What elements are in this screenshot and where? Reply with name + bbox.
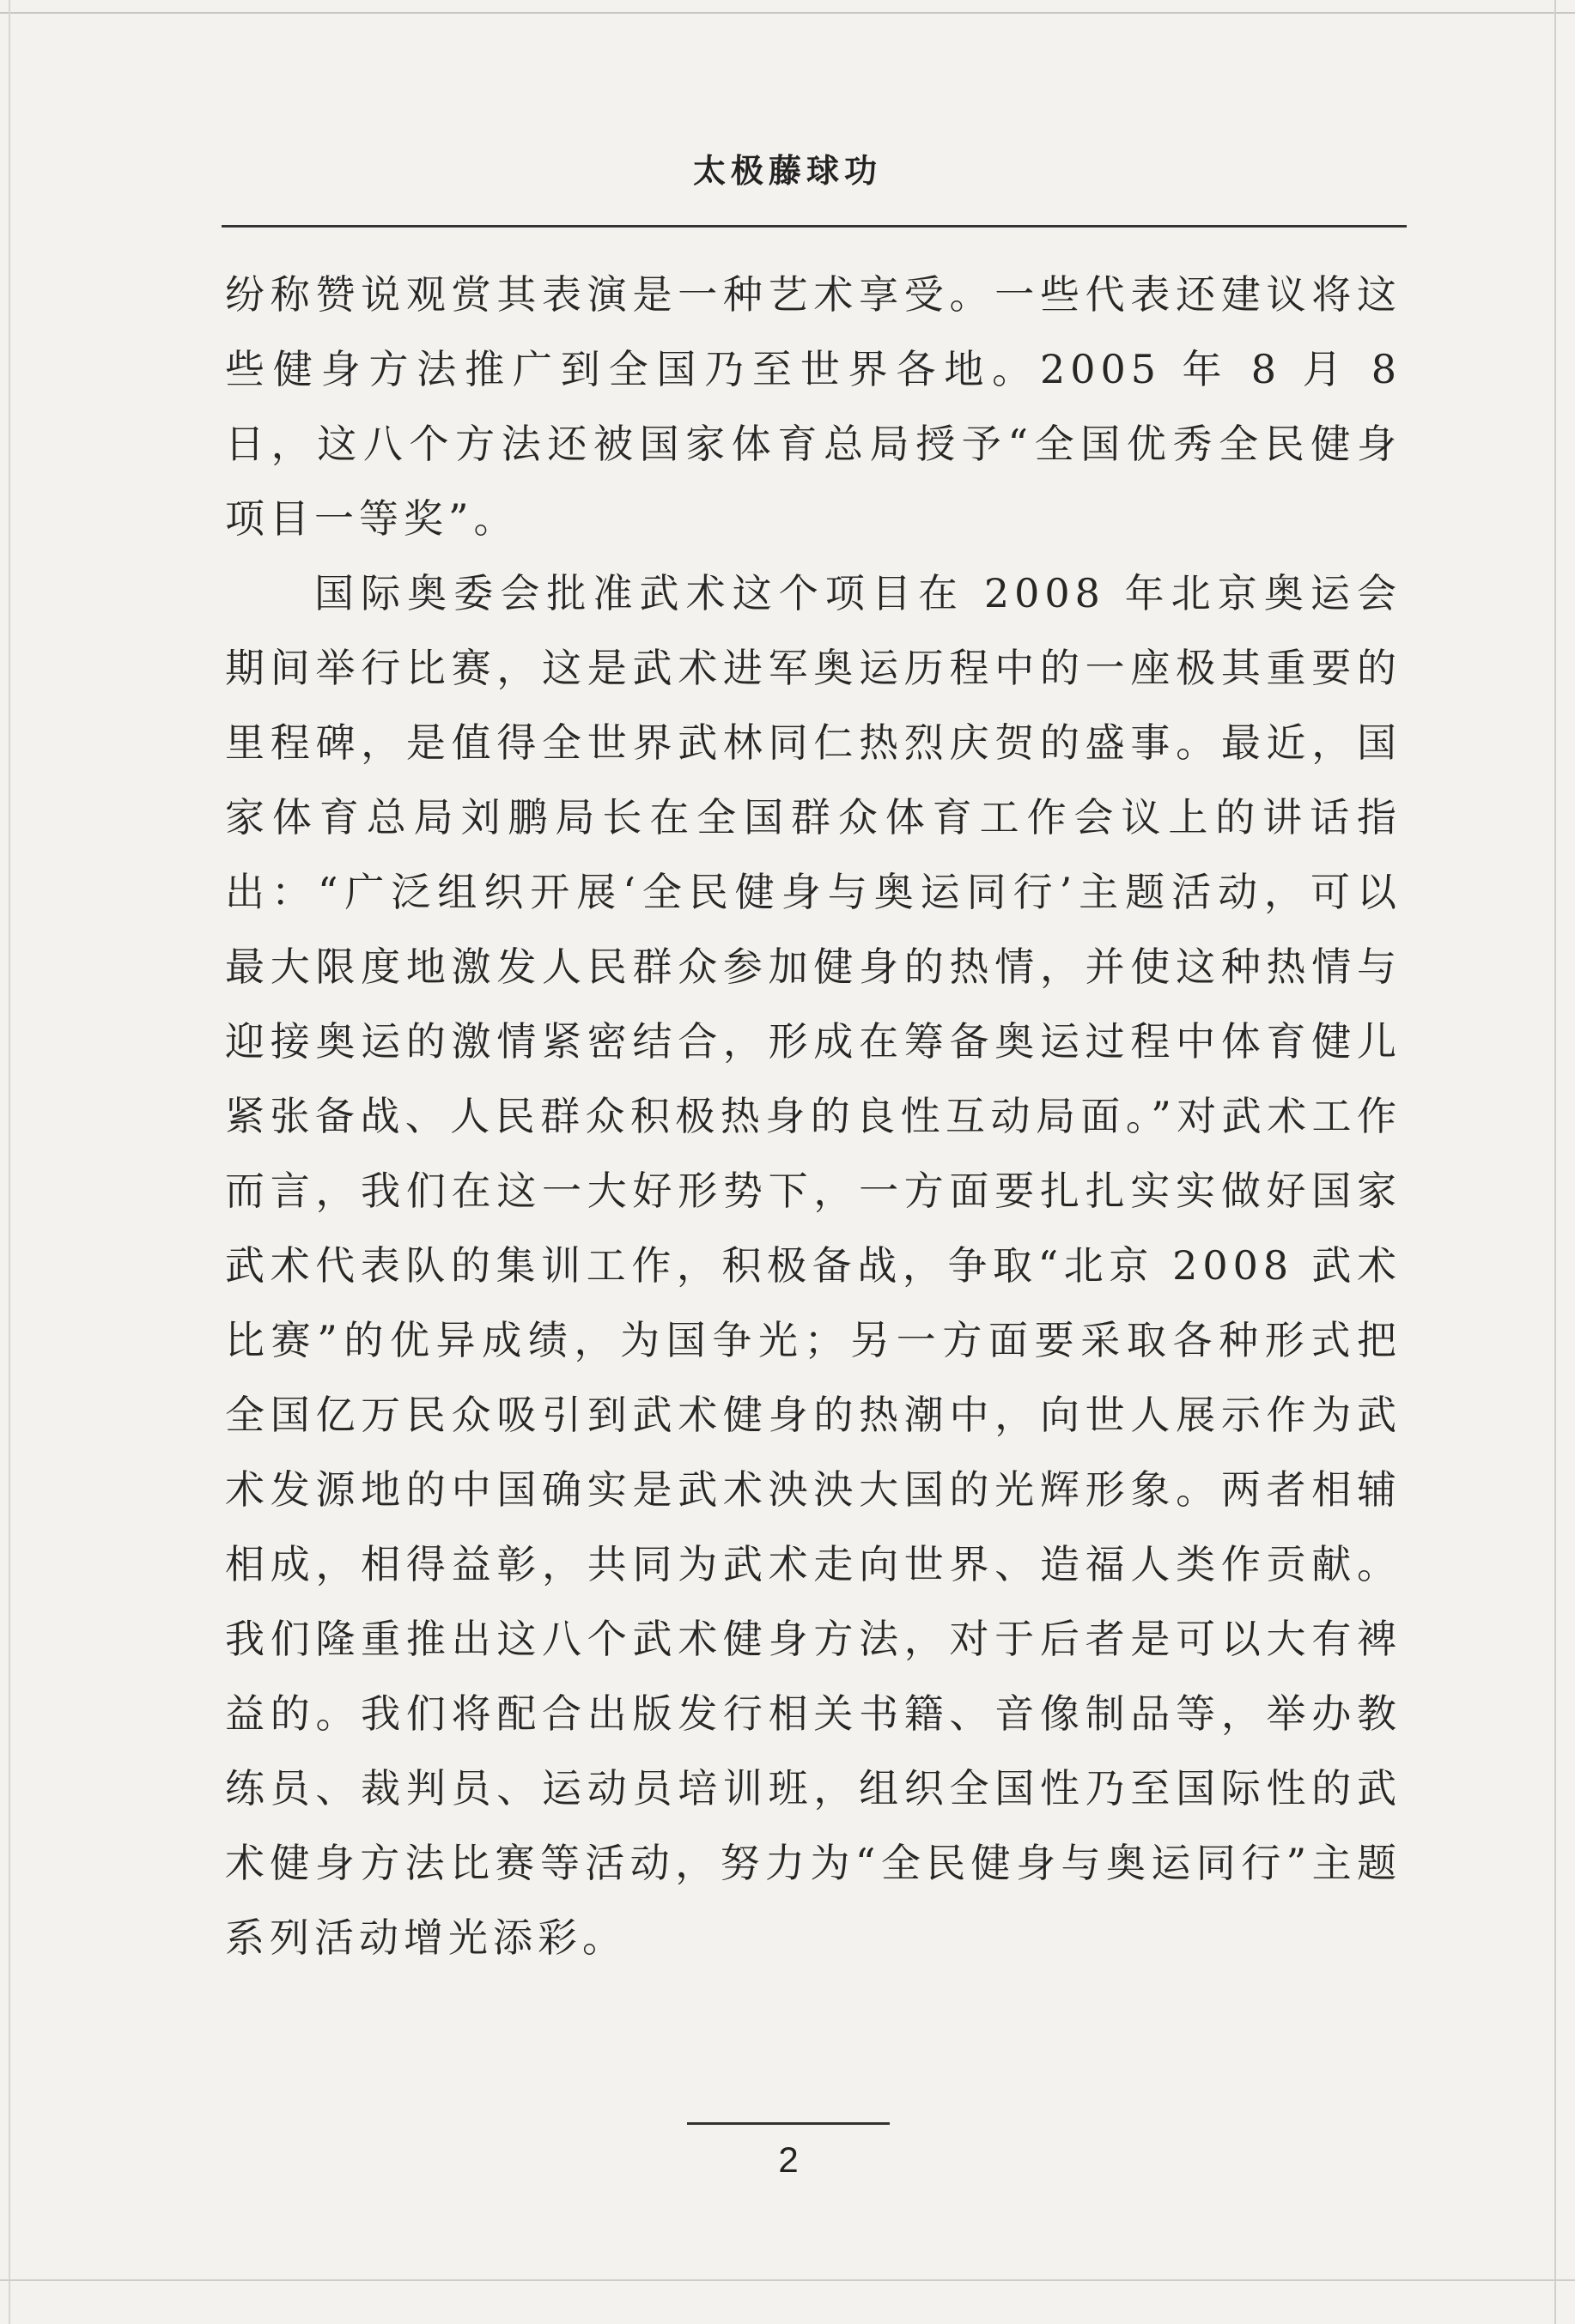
header-rule [222, 225, 1407, 228]
paragraph-continued: 纷称赞说观赏其表演是一种艺术享受。一些代表还建议将这些健身方法推广到全国乃至世界各地。2005 年 8 月 8 日，这八个方法还被国家体育总局授予“全国优秀全民健身项目一等奖”。 [225, 271, 1402, 542]
scan-edge-top [0, 12, 1575, 14]
running-head: 太极藤球功 [692, 151, 882, 190]
paragraph: 国际奥委会批准武术这个项目在 2008 年北京奥运会期间举行比赛，这是武术进军奥运历程中的一座极其重要的里程碑，是值得全世界武林同仁热烈庆贺的盛事。最近，国家体育总局刘鹏局长在全国群众体育工作会议上的讲话指出：“广泛组织开展‘全民健身与奥运同行’主题活动，可以最大限度地激发人民群众参加健身的热情，并使这种热情与迎接奥运的激情紧密结合，形成在筹备奥运过程中体育健儿紧张备战、人民群众积极热身的良性互动局面。”对武术工作而言，我们在这一大好形势下，一方面要扎扎实实做好国家武术代表队的集训工作，积极备战，争取“北京 2008 武术比赛”的优异成绩，为国争光；另一方面要采取各种形式把全国亿万民众吸引到武术健身的热潮中，向世人展示作为武术发源地的中国确实是武术泱泱大国的光辉形象。两者相辅相成，相得益彰，共同为武术走向世界、造福人类作贡献。我们隆重推出这八个武术健身方法，对于后者是可以大有裨益的。我们将配合出版发行相关书籍、音像制品等，举办教练员、裁判员、运动员培训班，组织全国性乃至国际性的武术健身方法比赛等活动，努力为“全民健身与奥运同行”主题系列活动增光添彩。 [225, 570, 1402, 1961]
page-number-rule [687, 2122, 890, 2125]
page-number: 2 [778, 2139, 799, 2180]
scan-edge-bottom [0, 2279, 1575, 2281]
scan-edge-right [1554, 0, 1556, 2324]
scan-edge-left [9, 0, 10, 2324]
body-text [225, 258, 1402, 1975]
